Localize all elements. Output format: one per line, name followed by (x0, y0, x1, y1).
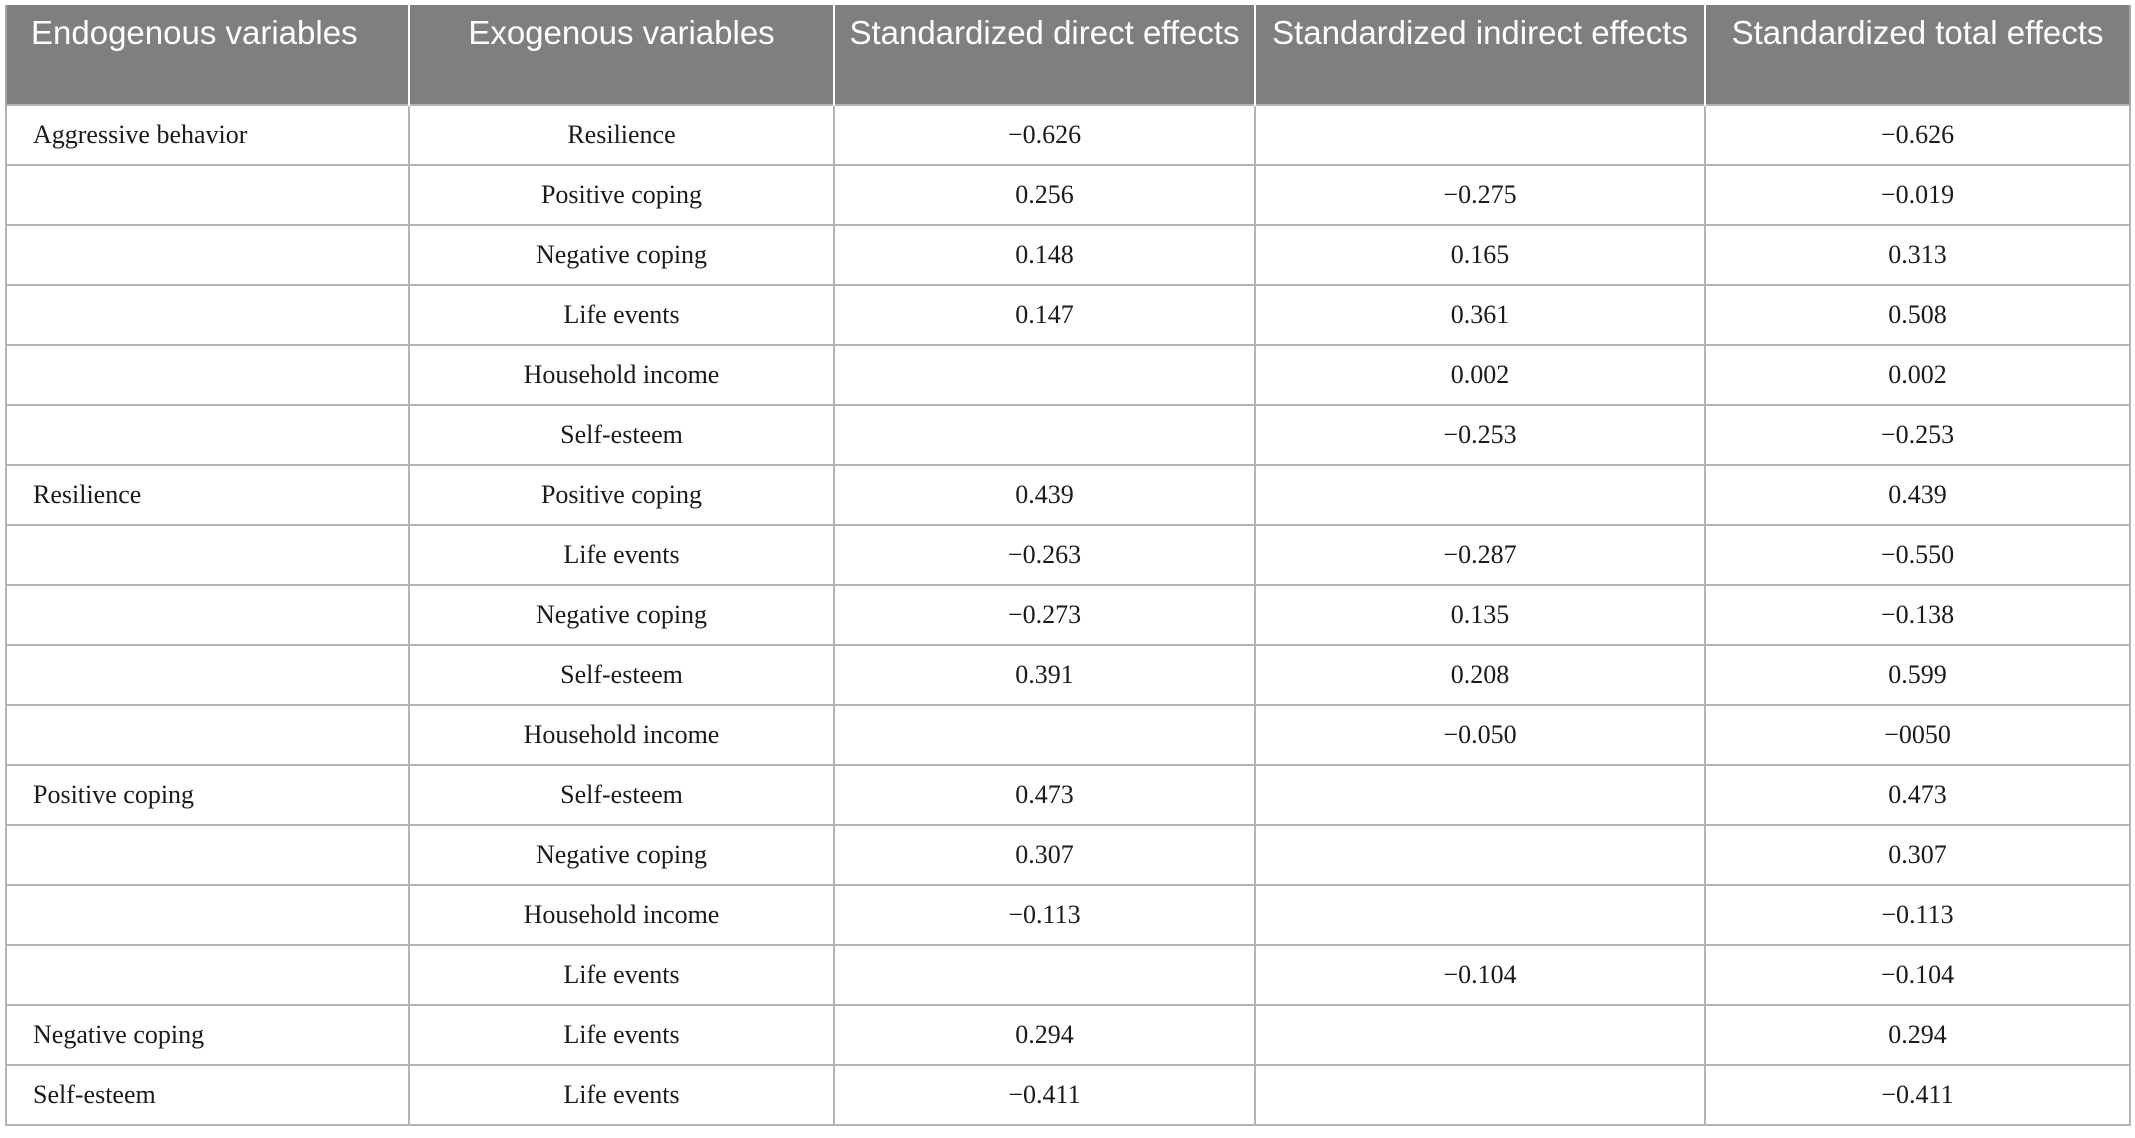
indirect-effect-cell (1255, 1065, 1705, 1125)
exogenous-cell: Negative coping (409, 585, 834, 645)
header-row (6, 5, 2130, 105)
indirect-effect-cell: 0.135 (1255, 585, 1705, 645)
header-total-effects: Standardized total effects (1705, 5, 2130, 105)
total-effect-cell: 0.294 (1705, 1005, 2130, 1065)
effects-table (5, 5, 2131, 1126)
exogenous-cell: Life events (409, 285, 834, 345)
indirect-effect-cell (1255, 105, 1705, 165)
total-effect-cell: 0.307 (1705, 825, 2130, 885)
indirect-effect-cell (1255, 885, 1705, 945)
endogenous-cell (6, 525, 409, 585)
endogenous-cell (6, 885, 409, 945)
direct-effect-cell: 0.147 (834, 285, 1255, 345)
table-row (6, 165, 2130, 225)
indirect-effect-cell: 0.165 (1255, 225, 1705, 285)
total-effect-cell: 0.599 (1705, 645, 2130, 705)
endogenous-cell (6, 645, 409, 705)
table-row (6, 1065, 2130, 1125)
endogenous-cell (6, 345, 409, 405)
endogenous-cell (6, 285, 409, 345)
table-body (6, 105, 2130, 1125)
direct-effect-cell: −0.626 (834, 105, 1255, 165)
table-row (6, 585, 2130, 645)
direct-effect-cell (834, 345, 1255, 405)
indirect-effect-cell: −0.050 (1255, 705, 1705, 765)
table-row (6, 405, 2130, 465)
direct-effect-cell: −0.263 (834, 525, 1255, 585)
table-header (6, 5, 2130, 105)
total-effect-cell: −0.253 (1705, 405, 2130, 465)
endogenous-cell: Aggressive behavior (6, 105, 409, 165)
total-effect-cell: −0.104 (1705, 945, 2130, 1005)
indirect-effect-cell (1255, 1005, 1705, 1065)
table-row (6, 345, 2130, 405)
indirect-effect-cell: −0.275 (1255, 165, 1705, 225)
total-effect-cell: 0.313 (1705, 225, 2130, 285)
exogenous-cell: Negative coping (409, 225, 834, 285)
total-effect-cell: −0.550 (1705, 525, 2130, 585)
table-row (6, 705, 2130, 765)
table-row (6, 285, 2130, 345)
direct-effect-cell (834, 405, 1255, 465)
direct-effect-cell (834, 945, 1255, 1005)
exogenous-cell: Resilience (409, 105, 834, 165)
table-row (6, 885, 2130, 945)
endogenous-cell (6, 405, 409, 465)
direct-effect-cell: −0.273 (834, 585, 1255, 645)
table-row (6, 525, 2130, 585)
total-effect-cell: 0.473 (1705, 765, 2130, 825)
indirect-effect-cell (1255, 825, 1705, 885)
direct-effect-cell: 0.148 (834, 225, 1255, 285)
table-row (6, 945, 2130, 1005)
endogenous-cell: Self-esteem (6, 1065, 409, 1125)
exogenous-cell: Self-esteem (409, 645, 834, 705)
indirect-effect-cell: 0.002 (1255, 345, 1705, 405)
endogenous-cell (6, 825, 409, 885)
indirect-effect-cell (1255, 465, 1705, 525)
exogenous-cell: Life events (409, 525, 834, 585)
header-exogenous-variables: Exogenous variables (409, 5, 834, 105)
direct-effect-cell: 0.473 (834, 765, 1255, 825)
table-row (6, 825, 2130, 885)
exogenous-cell: Household income (409, 345, 834, 405)
total-effect-cell: −0.411 (1705, 1065, 2130, 1125)
exogenous-cell: Life events (409, 1065, 834, 1125)
exogenous-cell: Life events (409, 1005, 834, 1065)
total-effect-cell: −0.019 (1705, 165, 2130, 225)
endogenous-cell (6, 225, 409, 285)
endogenous-cell: Positive coping (6, 765, 409, 825)
endogenous-cell (6, 165, 409, 225)
direct-effect-cell: 0.439 (834, 465, 1255, 525)
exogenous-cell: Negative coping (409, 825, 834, 885)
endogenous-cell (6, 585, 409, 645)
indirect-effect-cell: 0.361 (1255, 285, 1705, 345)
total-effect-cell: 0.439 (1705, 465, 2130, 525)
header-direct-effects: Standardized direct effects (834, 5, 1255, 105)
exogenous-cell: Self-esteem (409, 765, 834, 825)
header-endogenous-variables: Endogenous variables (6, 5, 409, 105)
direct-effect-cell: 0.391 (834, 645, 1255, 705)
exogenous-cell: Positive coping (409, 465, 834, 525)
total-effect-cell: −0.626 (1705, 105, 2130, 165)
endogenous-cell: Negative coping (6, 1005, 409, 1065)
exogenous-cell: Self-esteem (409, 405, 834, 465)
table-row (6, 765, 2130, 825)
endogenous-cell: Resilience (6, 465, 409, 525)
total-effect-cell: 0.002 (1705, 345, 2130, 405)
exogenous-cell: Life events (409, 945, 834, 1005)
total-effect-cell: −0.113 (1705, 885, 2130, 945)
endogenous-cell (6, 705, 409, 765)
table-row (6, 225, 2130, 285)
header-indirect-effects: Standardized indirect effects (1255, 5, 1705, 105)
indirect-effect-cell (1255, 765, 1705, 825)
direct-effect-cell: 0.256 (834, 165, 1255, 225)
indirect-effect-cell: −0.253 (1255, 405, 1705, 465)
total-effect-cell: −0050 (1705, 705, 2130, 765)
direct-effect-cell (834, 705, 1255, 765)
table-row (6, 645, 2130, 705)
table-row (6, 465, 2130, 525)
exogenous-cell: Positive coping (409, 165, 834, 225)
total-effect-cell: 0.508 (1705, 285, 2130, 345)
indirect-effect-cell: −0.287 (1255, 525, 1705, 585)
table-row (6, 1005, 2130, 1065)
direct-effect-cell: 0.307 (834, 825, 1255, 885)
total-effect-cell: −0.138 (1705, 585, 2130, 645)
endogenous-cell (6, 945, 409, 1005)
effects-table-container (5, 5, 2129, 1126)
indirect-effect-cell: 0.208 (1255, 645, 1705, 705)
direct-effect-cell: −0.411 (834, 1065, 1255, 1125)
direct-effect-cell: 0.294 (834, 1005, 1255, 1065)
exogenous-cell: Household income (409, 885, 834, 945)
direct-effect-cell: −0.113 (834, 885, 1255, 945)
exogenous-cell: Household income (409, 705, 834, 765)
indirect-effect-cell: −0.104 (1255, 945, 1705, 1005)
table-row (6, 105, 2130, 165)
